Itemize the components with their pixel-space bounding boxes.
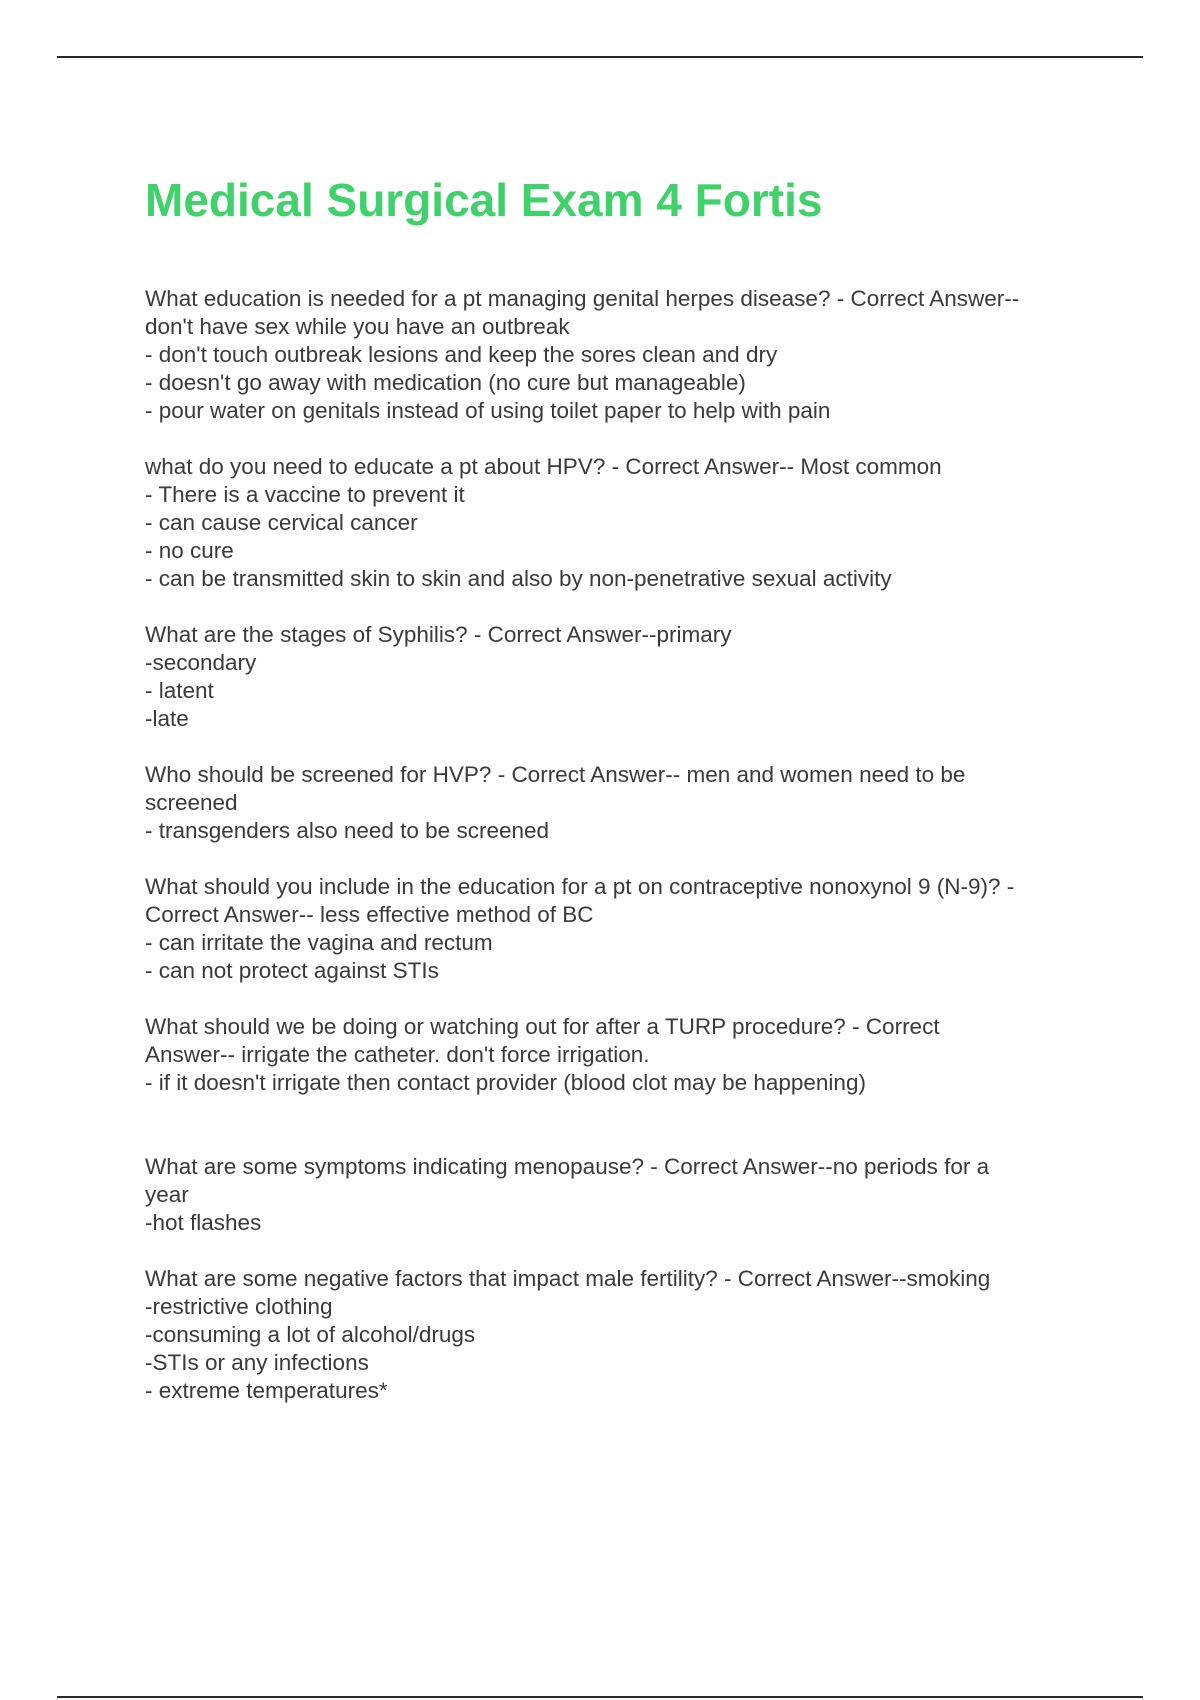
qa-question-line: what do you need to educate a pt about HPV? - Correct Answer-- Most common	[145, 454, 942, 479]
page-title: Medical Surgical Exam 4 Fortis	[145, 174, 823, 226]
qa-answer-line: - There is a vaccine to prevent it	[145, 482, 465, 507]
qa-answer-line: - doesn't go away with medication (no cure but manageable)	[145, 370, 746, 395]
qa-answer-line: - if it doesn't irrigate then contact provider (blood clot may be happening)	[145, 1070, 866, 1095]
qa-answer-line: - no cure	[145, 538, 234, 563]
qa-answer-line: -secondary	[145, 650, 257, 675]
qa-item-syphilis-stages	[145, 621, 1095, 733]
qa-item-turp-procedure	[145, 1013, 1095, 1097]
qa-question-line: What are some symptoms indicating menopause? - Correct Answer--no periods for a	[145, 1154, 990, 1179]
qa-item-genital-herpes	[145, 285, 1095, 425]
bottom-divider	[57, 1696, 1143, 1698]
qa-answer-line: -late	[145, 706, 189, 731]
qa-question-line: What are some negative factors that impact male fertility? - Correct Answer--smoking	[145, 1266, 991, 1291]
qa-answer-line: Correct Answer-- less effective method of BC	[145, 902, 594, 927]
qa-question-line: What are the stages of Syphilis? - Correct Answer--primary	[145, 622, 732, 647]
qa-answer-line: screened	[145, 790, 238, 815]
qa-answer-line: -hot flashes	[145, 1210, 262, 1235]
qa-answer-line: - can irritate the vagina and rectum	[145, 930, 493, 955]
qa-answer-line: - can cause cervical cancer	[145, 510, 418, 535]
qa-answer-line: - can be transmitted skin to skin and also by non-penetrative sexual activity	[145, 566, 892, 591]
qa-answer-line: - latent	[145, 678, 214, 703]
qa-answer-line: -restrictive clothing	[145, 1294, 333, 1319]
qa-answer-line: Answer-- irrigate the catheter. don't force irrigation.	[145, 1042, 650, 1067]
qa-list	[145, 285, 1095, 1405]
qa-answer-line: - pour water on genitals instead of using toilet paper to help with pain	[145, 398, 831, 423]
qa-item-hpv-education	[145, 453, 1095, 593]
qa-answer-line: year	[145, 1182, 189, 1207]
qa-item-nonoxynol-9	[145, 873, 1095, 985]
qa-answer-line: - can not protect against STIs	[145, 958, 439, 983]
qa-answer-line: -consuming a lot of alcohol/drugs	[145, 1322, 476, 1347]
qa-item-male-fertility	[145, 1265, 1095, 1405]
qa-item-hvp-screening	[145, 761, 1095, 845]
qa-question-line: Who should be screened for HVP? - Correct Answer-- men and women need to be	[145, 762, 966, 787]
qa-answer-line: don't have sex while you have an outbreak	[145, 314, 570, 339]
top-divider	[57, 56, 1143, 58]
qa-item-menopause-symptoms	[145, 1153, 1095, 1237]
qa-answer-line: - don't touch outbreak lesions and keep the sores clean and dry	[145, 342, 778, 367]
qa-question-line: What should we be doing or watching out for after a TURP procedure? - Correct	[145, 1014, 940, 1039]
qa-question-line: What should you include in the education for a pt on contraceptive nonoxynol 9 (N-9)? -	[145, 874, 1015, 899]
qa-answer-line: - extreme temperatures*	[145, 1378, 388, 1403]
qa-question-line: What education is needed for a pt managing genital herpes disease? - Correct Answer--	[145, 286, 1020, 311]
qa-answer-line: - transgenders also need to be screened	[145, 818, 550, 843]
qa-answer-line: -STIs or any infections	[145, 1350, 369, 1375]
